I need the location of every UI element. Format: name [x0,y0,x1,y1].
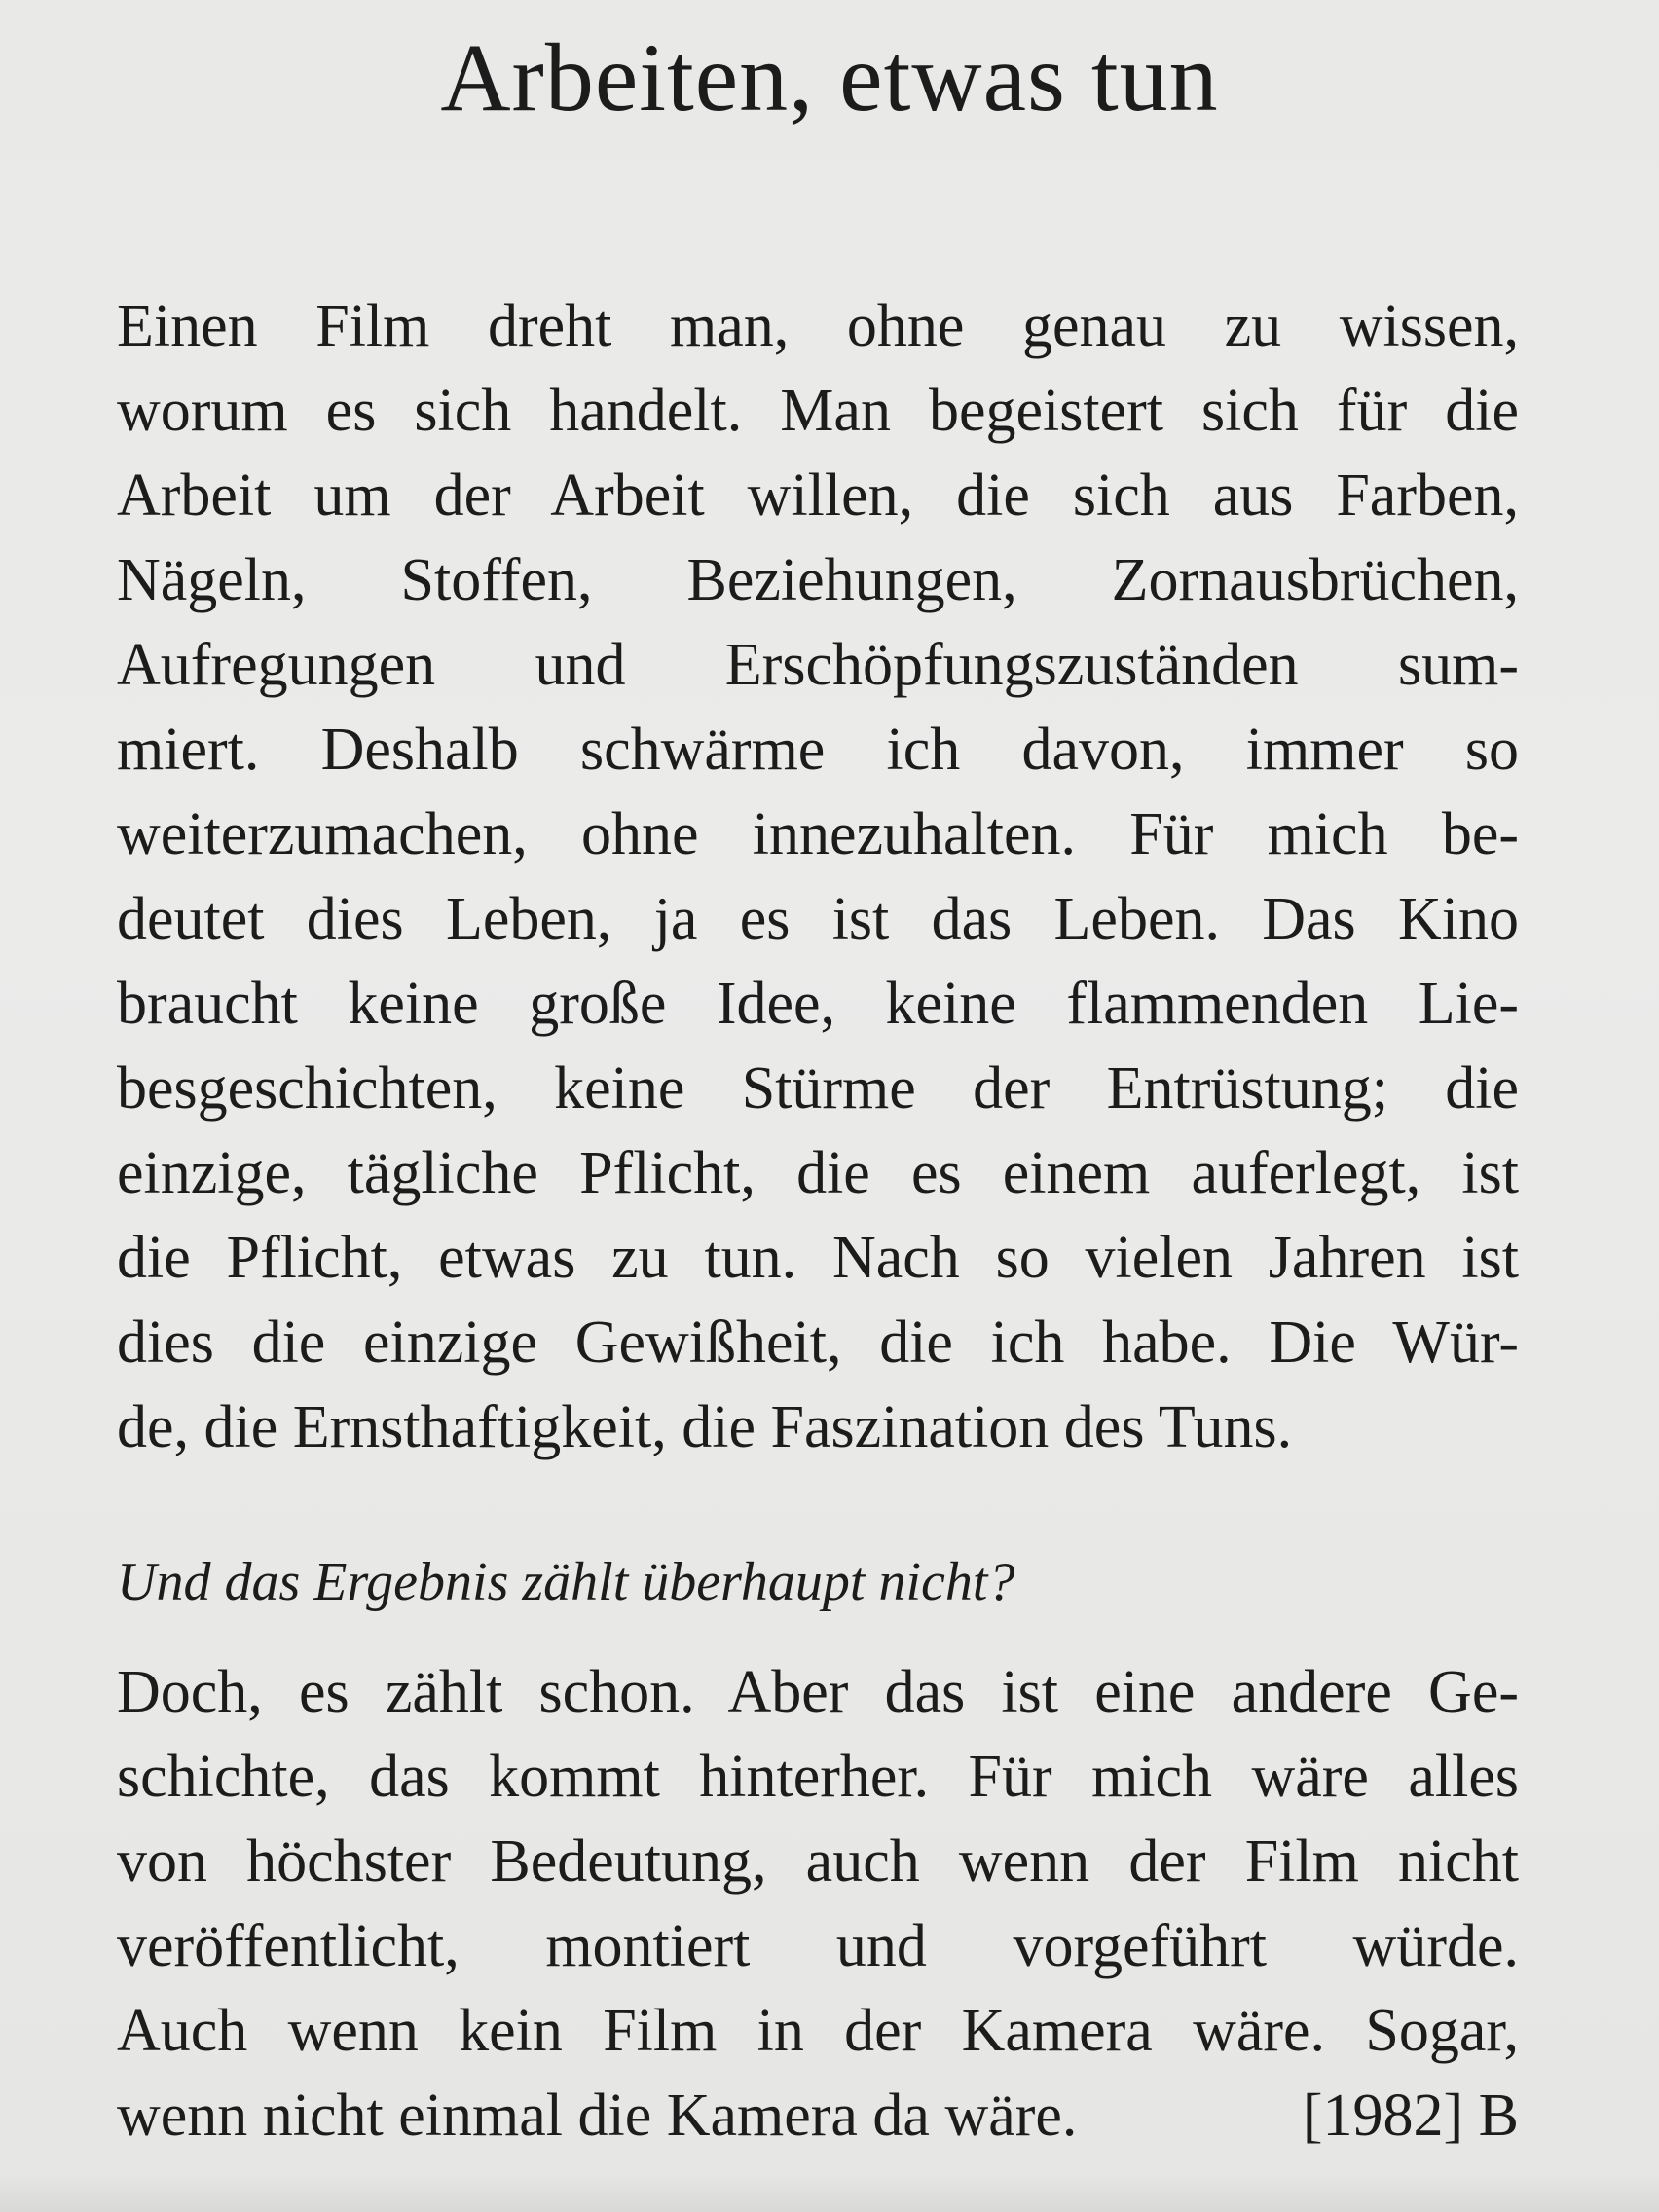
paragraph-1 [117,284,1519,1470]
text-line: Nägeln, Stoffen, Beziehungen, Zornausbrüchen, [117,547,1519,613]
text-line: Einen Film dreht man, ohne genau zu wissen, [117,293,1519,359]
text-line: deutet dies Leben, ja es ist das Leben. Das Kino [117,886,1519,952]
text-line: veröffentlicht, montiert und vorgeführt würde. [117,1913,1519,1979]
text-line: Doch, es zählt schon. Aber das ist eine andere Ge- [117,1659,1519,1725]
text-line: dies die einzige Gewißheit, die ich habe. Die Wür- [117,1309,1519,1376]
text-line: besgeschichten, keine Stürme der Entrüstung; die [117,1055,1519,1122]
text-line-last [117,2074,1519,2158]
text-line: miert. Deshalb schwärme ich davon, immer so [117,717,1519,783]
text-line: schichte, das kommt hinterher. Für mich wäre alles [117,1744,1519,1810]
paragraph-2 [117,1650,1519,2158]
text-line: weiterzumachen, ohne innezuhalten. Für mich be- [117,801,1519,867]
text-line: einzige, tägliche Pflicht, die es einem auferlegt, ist [117,1140,1519,1206]
text-line: braucht keine große Idee, keine flammenden Lie- [117,971,1519,1037]
source-tag: [1982] B [1302,2083,1519,2149]
text-line: Aufregungen und Erschöpfungszuständen sum- [117,632,1519,698]
text-line: von höchster Bedeutung, auch wenn der Film nicht [117,1828,1519,1895]
page-title: Arbeiten, etwas tun [440,23,1219,131]
closing-sentence: wenn nicht einmal die Kamera da wäre. [117,2083,1078,2149]
text-line: Arbeit um der Arbeit willen, die sich aus Farben, [117,462,1519,529]
text-line: die Pflicht, etwas zu tun. Nach so vielen Jahren ist [117,1225,1519,1291]
text-line: worum es sich handelt. Man begeistert sich für die [117,378,1519,444]
interview-question: Und das Ergebnis zählt überhaupt nicht? [117,1552,1015,1612]
page-edge-shadow [0,2173,1659,2212]
text-line: de, die Ernsthaftigkeit, die Faszination des Tuns. [117,1394,1293,1460]
text-line: Auch wenn kein Film in der Kamera wäre. Sogar, [117,1998,1519,2064]
